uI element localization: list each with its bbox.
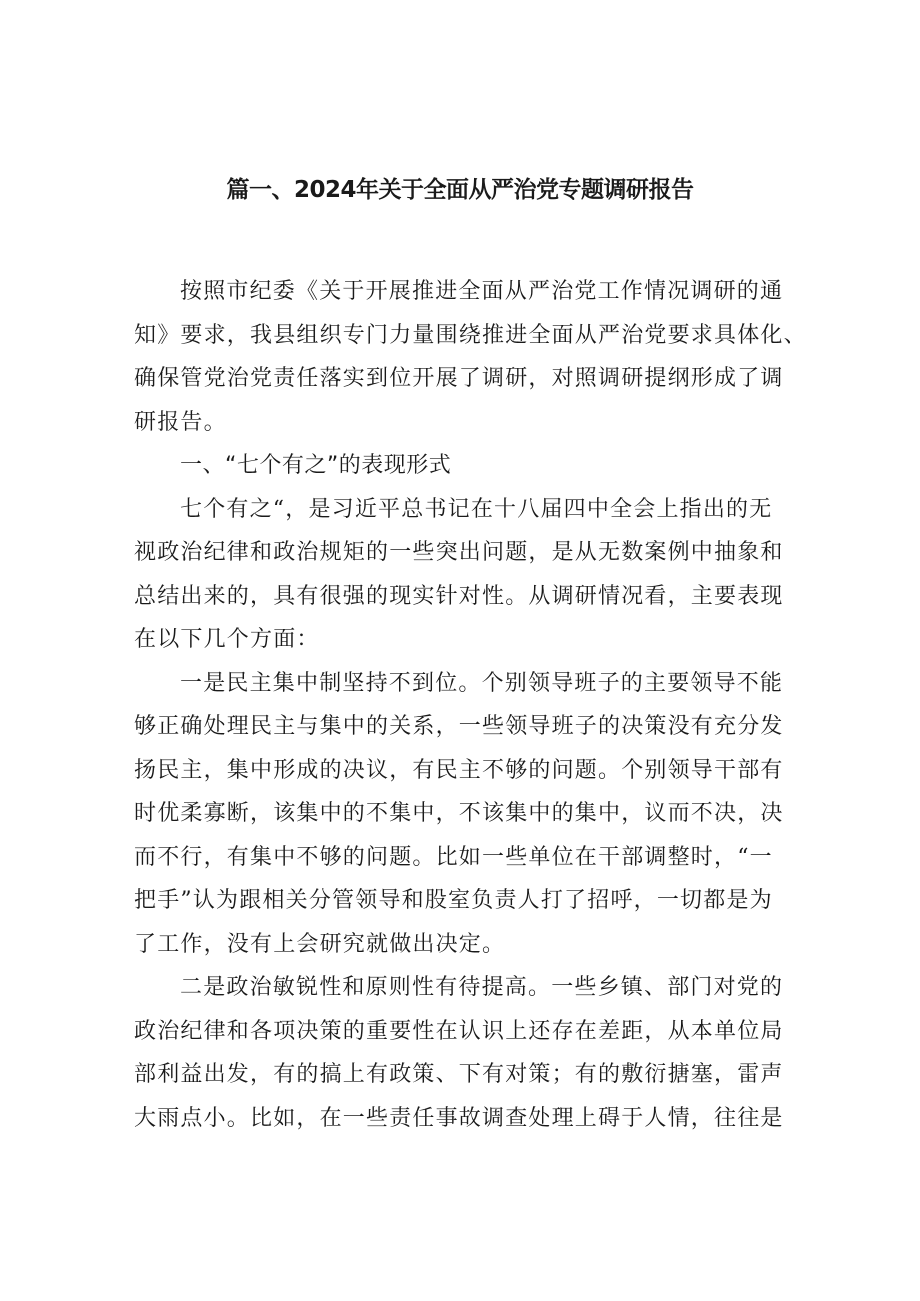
text-line: 而不行，有集中不够的问题。比如一些单位在干部调整时，“一	[134, 844, 773, 870]
text-line: 知》要求，我县组织专门力量围绕推进全面从严治党要求具体化、	[134, 322, 807, 348]
document-title: 篇一、2024年关于全面从严治党专题调研报告	[226, 177, 694, 203]
text-line: 把手”认为跟相关分管领导和股室负责人打了招呼，一切都是为	[134, 888, 773, 913]
intro-paragraph	[134, 270, 807, 1140]
text-line: 七个有之“，是习近平总书记在十八届四中全会上指出的无	[180, 496, 773, 522]
text-line: 在以下几个方面：	[134, 627, 320, 652]
text-line: 研报告。	[134, 409, 227, 435]
text-line: 时优柔寡断，该集中的不集中，不该集中的集中，议而不决，决	[134, 801, 784, 826]
text-line: 大雨点小。比如，在一些责任事故调查处理上碍于人情，往往是	[134, 1105, 784, 1131]
text-line: 一是民主集中制坚持不到位。个别领导班子的主要领导不能	[180, 670, 784, 696]
text-line: 确保管党治党责任落实到位开展了调研，对照调研提纲形成了调	[134, 366, 784, 391]
section-heading: 一、“七个有之”的表现形式	[180, 453, 452, 478]
text-line: 总结出来的，具有很强的现实针对性。从调研情况看，主要表现	[134, 583, 784, 609]
text-line: 了工作，没有上会研究就做出决定。	[134, 931, 506, 957]
text-line: 部利益出发，有的搞上有政策、下有对策；有的敷衍搪塞，雷声	[134, 1062, 784, 1087]
text-line: 政治纪律和各项决策的重要性在认识上还存在差距，从本单位局	[134, 1018, 784, 1044]
text-line: 二是政治敏锐性和原则性有待提高。一些乡镇、部门对党的	[180, 975, 784, 1000]
text-line: 扬民主，集中形成的决议，有民主不够的问题。个别领导干部有	[134, 757, 784, 783]
text-line: 按照市纪委《关于开展推进全面从严治党工作情况调研的通	[180, 279, 784, 304]
text-line: 够正确处理民主与集中的关系，一些领导班子的决策没有充分发	[134, 714, 784, 739]
text-line: 视政治纪律和政治规矩的一些突出问题，是从无数案例中抽象和	[134, 540, 784, 565]
